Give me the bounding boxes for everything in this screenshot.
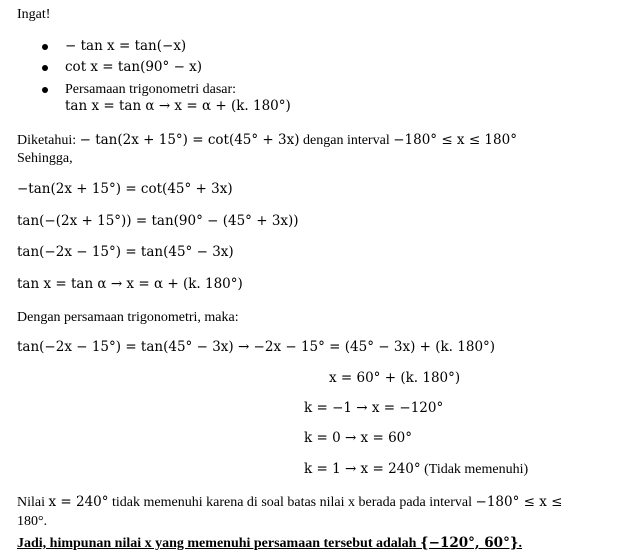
nilai-line	[17, 494, 562, 511]
diketahui-expression: − tan(2x + 15°) = cot(45° + 3x)	[79, 132, 300, 148]
k-case-1-line	[304, 461, 528, 478]
heading: Ingat!	[17, 7, 51, 22]
bullet-rule-3-label: Persamaan trigonometri dasar:	[65, 82, 237, 97]
diketahui-text: dengan interval	[299, 133, 394, 148]
x-solution: x = 60° + (k. 180°)	[329, 370, 461, 386]
step-1: −tan(2x + 15°) = cot(45° + 3x)	[17, 181, 233, 197]
bullet-rule-3-formula: tan x = tan α → x = α + (k. 180°)	[65, 98, 291, 114]
bullet-dot-1	[42, 44, 48, 50]
k-case-1-note: (Tidak memenuhi)	[420, 462, 529, 477]
bullet-rule-1: − tan x = tan(−x)	[65, 38, 187, 54]
k-case-0: k = 0 → x = 60°	[304, 430, 412, 446]
diketahui-interval: −180° ≤ x ≤ 180°	[393, 132, 517, 148]
k-case-minus-1: k = −1 → x = −120°	[304, 400, 444, 416]
conclusion-text: Jadi, himpunan nilai x yang memenuhi persamaan tersebut adalah	[17, 536, 420, 551]
k-case-1: k = 1 → x = 240°	[304, 461, 421, 477]
conclusion-line	[17, 535, 522, 552]
nilai-text-3: 180°.	[17, 514, 48, 529]
nilai-text-2: tidak memenuhi karena di soal batas nilai x berada pada interval	[108, 495, 476, 510]
diketahui-label: Diketahui:	[17, 133, 80, 148]
step-4: tan x = tan α → x = α + (k. 180°)	[17, 276, 243, 292]
nilai-expression: x = 240°	[48, 494, 109, 510]
nilai-interval: −180° ≤ x ≤	[475, 494, 563, 510]
bullet-dot-3	[42, 87, 48, 93]
conclusion-set: {−120°, 60°}	[419, 535, 519, 551]
diketahui-line	[17, 132, 517, 149]
step-3: tan(−2x − 15°) = tan(45° − 3x)	[17, 244, 234, 260]
sehingga-label: Sehingga,	[17, 151, 73, 166]
bullet-dot-2	[42, 65, 48, 71]
equation-line: tan(−2x − 15°) = tan(45° − 3x) → −2x − 15° = (45° − 3x) + (k. 180°)	[17, 339, 496, 355]
conclusion-end: .	[518, 536, 523, 551]
step-2: tan(−(2x + 15°)) = tan(90° − (45° + 3x))	[17, 213, 299, 229]
nilai-text-1: Nilai	[17, 495, 49, 510]
dengan-text: Dengan persamaan trigonometri, maka:	[17, 310, 239, 325]
bullet-rule-2: cot x = tan(90° − x)	[65, 59, 203, 75]
